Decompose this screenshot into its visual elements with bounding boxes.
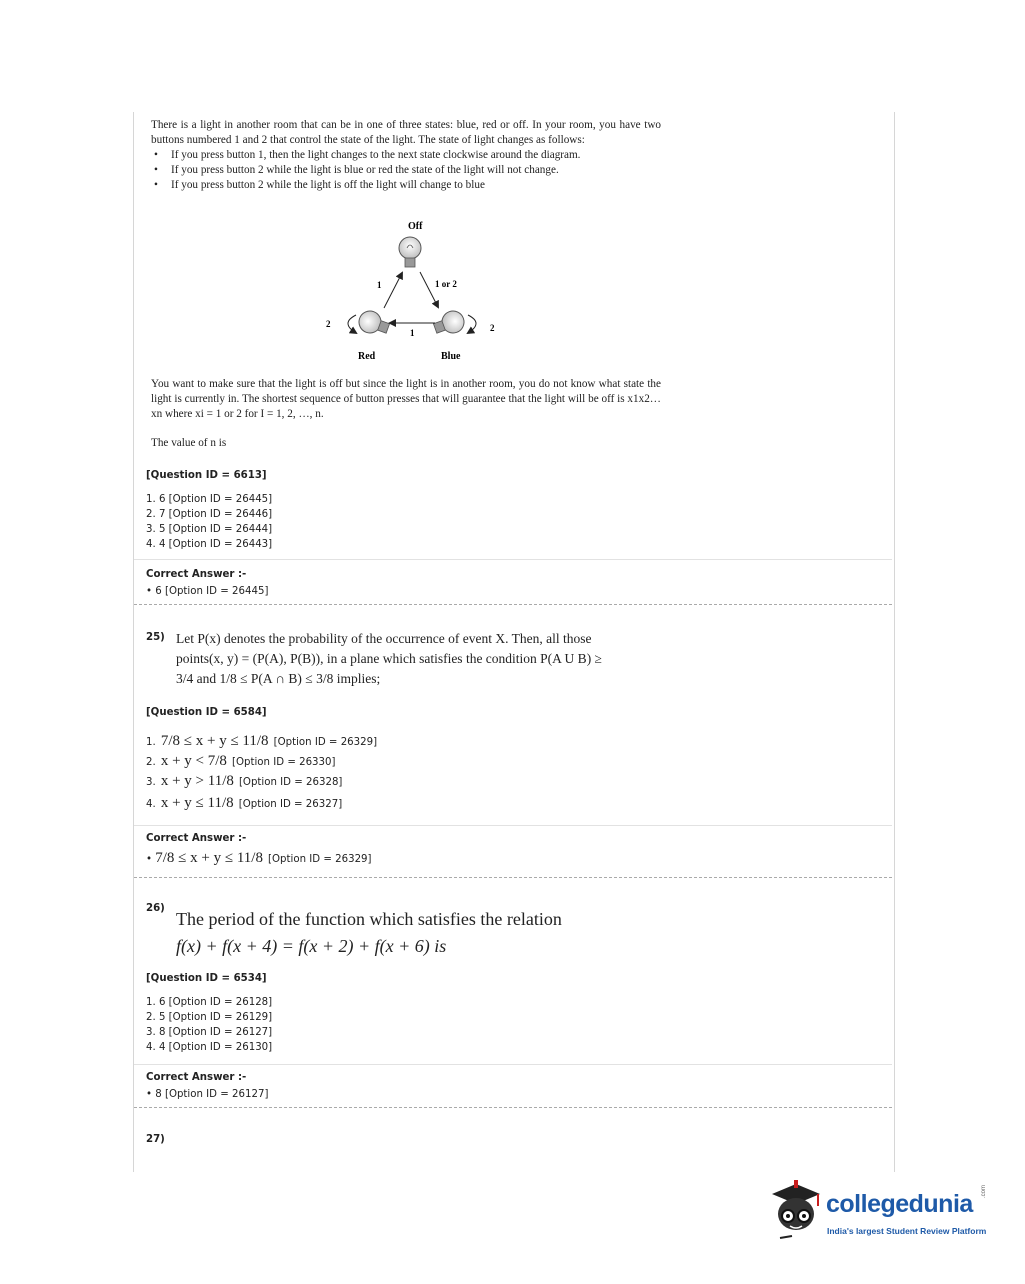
loop-red-label: 2 <box>326 319 331 329</box>
divider <box>134 559 892 560</box>
q24-intro <box>151 118 661 193</box>
q24-question-text <box>151 377 661 451</box>
q24-option: 3. 5 [Option ID = 26444] <box>146 524 273 535</box>
q24-intro-paragraph: There is a light in another room that can be in one of three states: blue, red or off. In your room, you have two buttons numbered 1 and 2 that control the state of the light. The state of light changes as follows: <box>151 119 661 146</box>
loop-blue-label: 2 <box>490 323 495 333</box>
q24-question-id: [Question ID = 6613] <box>146 470 267 481</box>
q26-option: 3. 8 [Option ID = 26127] <box>146 1027 273 1038</box>
light-state-diagram <box>310 215 530 365</box>
divider <box>134 1064 892 1065</box>
q25-option-number: 4. <box>146 799 156 810</box>
q25-option <box>146 730 377 750</box>
q26-question-id: [Question ID = 6534] <box>146 973 267 984</box>
bulb-red-icon <box>356 308 392 339</box>
loop-red-arrow <box>348 315 356 333</box>
q25-option-expression: x + y ≤ 11/8 <box>160 795 234 811</box>
q25-correct-label: Correct Answer :- <box>146 833 247 844</box>
q25-stem-line: 3/4 and 1/8 ≤ P(A ∩ B) ≤ 3/8 implies; <box>176 671 381 686</box>
q26-stem <box>176 906 696 960</box>
loop-blue-arrow <box>468 315 476 333</box>
q25-correct-id: [Option ID = 26329] <box>268 854 372 865</box>
q25-question-id: [Question ID = 6584] <box>146 707 267 718</box>
edge-off-to-blue-label: 1 or 2 <box>435 279 457 289</box>
edge-red-to-off-label: 1 <box>377 280 382 290</box>
q24-correct-value: 6 [Option ID = 26445] <box>155 586 269 597</box>
q25-stem-line: Let P(x) denotes the probability of the occurrence of event X. Then, all those <box>176 631 592 646</box>
bullet-icon: • <box>146 854 156 865</box>
state-label-off: Off <box>408 221 423 232</box>
q24-ask: The value of n is <box>151 437 227 449</box>
q25-option-number: 1. <box>146 737 156 748</box>
q26-options <box>146 995 272 1055</box>
q25-option-id: [Option ID = 26330] <box>232 757 336 768</box>
q25-stem <box>176 629 676 689</box>
q24-correct-answer <box>146 584 268 599</box>
q25-correct-expression: 7/8 ≤ x + y ≤ 11/8 <box>155 850 263 866</box>
bullet-icon: • <box>146 1089 156 1100</box>
q25-option-expression: 7/8 ≤ x + y ≤ 11/8 <box>160 733 269 749</box>
q25-option-number: 2. <box>146 757 156 768</box>
logo-wordmark: collegedunia <box>826 1190 973 1218</box>
q25-option-id: [Option ID = 26328] <box>238 777 343 788</box>
question-separator <box>134 1107 892 1108</box>
state-label-red: Red <box>358 351 376 362</box>
q24-option: 2. 7 [Option ID = 26446] <box>146 509 273 520</box>
bulb-off-icon <box>399 237 421 267</box>
q26-option: 4. 4 [Option ID = 26130] <box>146 1042 273 1053</box>
q24-options <box>146 492 272 552</box>
q26-stem-line: f(x) + f(x + 4) = f(x + 2) + f(x + 6) is <box>176 936 447 956</box>
q25-stem-line: points(x, y) = (P(A), P(B)), in a plane which satisfies the condition P(A U B) ≥ <box>176 651 602 666</box>
collegedunia-logo <box>766 1178 998 1248</box>
q24-rules-list <box>151 148 661 193</box>
q24-correct-label: Correct Answer :- <box>146 569 247 580</box>
q25-option <box>146 770 377 792</box>
divider <box>134 825 892 826</box>
q24-rule: • If you press button 2 while the light is off the light will change to blue <box>151 178 661 193</box>
q25-number: 25) <box>146 632 165 643</box>
logo-tagline: India's largest Student Review Platform <box>827 1226 987 1236</box>
q26-correct-answer <box>146 1087 268 1102</box>
q26-option: 1. 6 [Option ID = 26128] <box>146 997 273 1008</box>
logo-domain-suffix: .com <box>981 1184 987 1198</box>
question-separator <box>134 877 892 878</box>
edge-red-to-off-arrow <box>384 273 402 308</box>
q25-option-id: [Option ID = 26329] <box>273 737 378 748</box>
q26-correct-label: Correct Answer :- <box>146 1072 247 1083</box>
question-separator <box>134 604 892 605</box>
q26-correct-value: 8 [Option ID = 26127] <box>155 1089 269 1100</box>
q25-option-expression: x + y > 11/8 <box>160 773 234 789</box>
q25-option-expression: x + y < 7/8 <box>160 753 227 769</box>
q26-number: 26) <box>146 903 165 914</box>
q24-rule: • If you press button 1, then the light changes to the next state clockwise around the diagram. <box>151 148 661 163</box>
state-label-blue: Blue <box>441 351 461 362</box>
q24-option: 1. 6 [Option ID = 26445] <box>146 494 273 505</box>
bullet-icon: • <box>146 586 156 597</box>
edge-blue-to-red-label: 1 <box>410 328 415 338</box>
q24-paragraph: You want to make sure that the light is off but since the light is in another room, you do not know what state the light is currently in. The shortest sequence of button presses that will guarantee that the light will be off is x1x2… xn where xi = 1 or 2 for I = 1, 2, …, n. <box>151 378 661 420</box>
q26-option: 2. 5 [Option ID = 26129] <box>146 1012 273 1023</box>
q27-number: 27) <box>146 1134 165 1145</box>
q26-stem-line: The period of the function which satisfies the relation <box>176 909 562 929</box>
q25-correct-answer <box>146 847 372 867</box>
q24-option: 4. 4 [Option ID = 26443] <box>146 539 273 550</box>
bulb-blue-icon <box>431 308 467 339</box>
q25-option-number: 3. <box>146 777 156 788</box>
q25-option <box>146 792 377 812</box>
q25-option-id: [Option ID = 26327] <box>238 799 343 810</box>
q25-options <box>146 730 377 812</box>
q24-rule: • If you press button 2 while the light is blue or red the state of the light will not change. <box>151 163 661 178</box>
edge-off-to-blue-arrow <box>420 272 438 307</box>
student-mascot-icon <box>766 1180 826 1242</box>
q25-option <box>146 750 377 770</box>
